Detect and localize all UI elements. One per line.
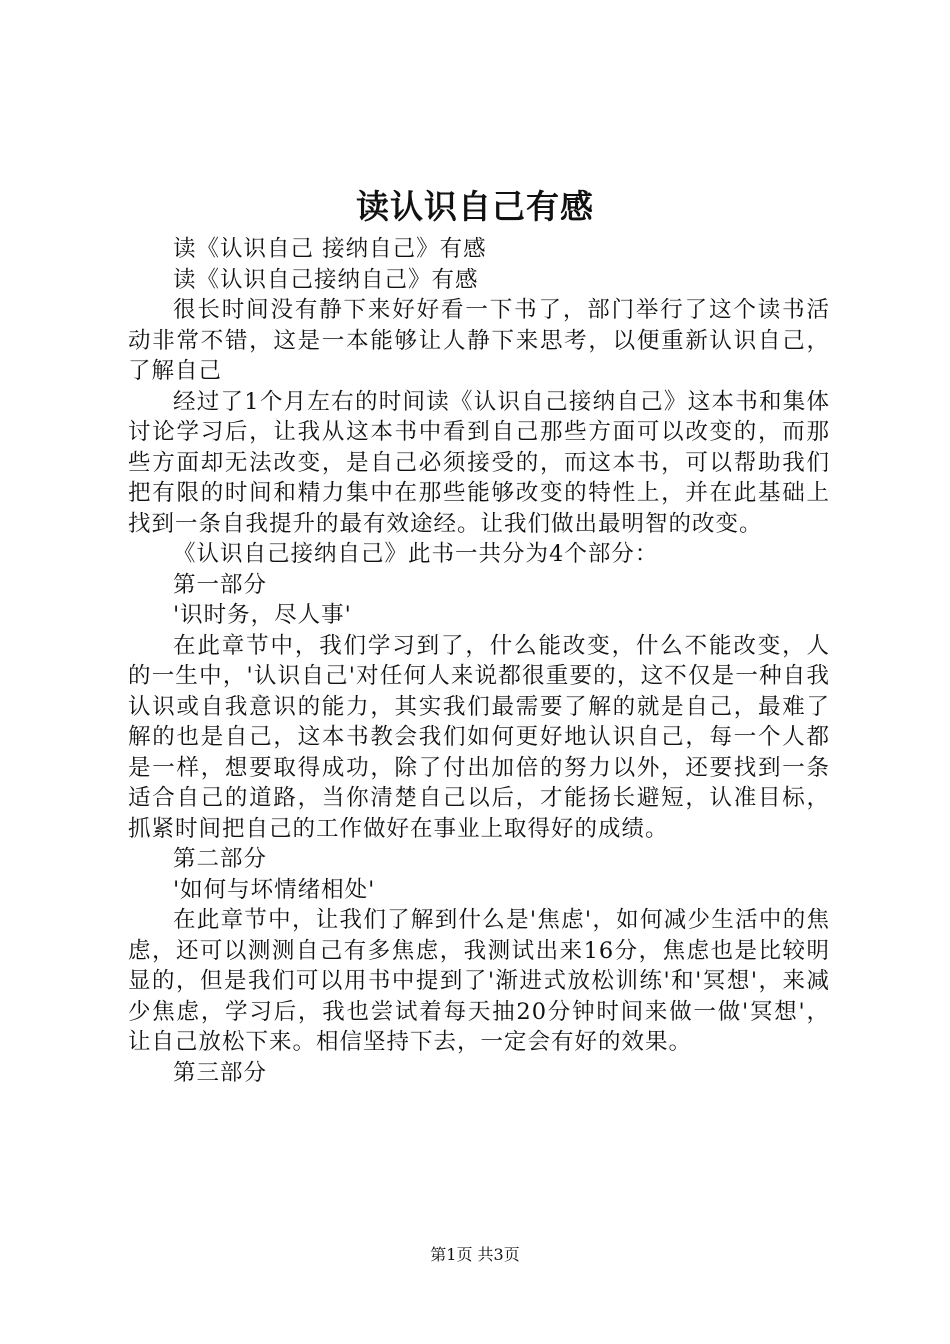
paragraph: 《认识自己接纳自己》此书一共分为4个部分： [173, 541, 659, 567]
page-footer: 第1页 共3页 [430, 1245, 520, 1264]
document-body [128, 234, 830, 1088]
paragraph: 在此章节中，我们学习到了，什么能改变，什么不能改变，人的一生中，'认识自己'对任何人来说都很重要的，这不仅是一种自我认识或自我意识的能力，其实我们最需要了解的就是自己，最难了解的也是自己，这本书教会我们如何更好地认识自己，每一个人都是一样，想要取得成功，除了付出加倍的努力以外，还要找到一条适合自己的道路，当你清楚自己以后，才能扬长避短，认准目标，抓紧时间把自己的工作做好在事业上取得好的成绩。 [128, 632, 830, 842]
paragraph: 经过了1个月左右的时间读《认识自己接纳自己》这本书和集体讨论学习后，让我从这本书中看到自己那些方面可以改变的，而那些方面却无法改变，是自己必须接受的，而这本书，可以帮助我们把有限的时间和精力集中在那些能够改变的特性上，并在此基础上找到一条自我提升的最有效途经。让我们做出最明智的改变。 [128, 388, 830, 537]
paragraph: 在此章节中，让我们了解到什么是'焦虑'，如何减少生活中的焦虑，还可以测测自己有多焦虑，我测试出来16分，焦虑也是比较明显的，但是我们可以用书中提到了'渐进式放松训练'和'冥想'，来减少焦虑，学习后，我也尝试着每天抽20分钟时间来做一做'冥想'，让自己放松下来。相信坚持下去，一定会有好的效果。 [128, 907, 830, 1055]
section-heading: 第二部分 [173, 846, 268, 872]
document-title: 读认识自己有感 [356, 187, 594, 226]
section-heading: 第一部分 [173, 571, 268, 598]
section-subtitle: '识时务，尽人事' [173, 602, 352, 628]
paragraph: 读《认识自己 接纳自己》有感 [173, 236, 487, 262]
section-heading: 第三部分 [173, 1059, 268, 1086]
paragraph: 很长时间没有静下来好好看一下书了，部门举行了这个读书活动非常不错，这是一本能够让人静下来思考，以便重新认识自己，了解自己 [128, 297, 830, 384]
paragraph: 读《认识自己接纳自己》有感 [173, 266, 479, 293]
section-subtitle: '如何与坏情绪相处' [173, 876, 376, 903]
